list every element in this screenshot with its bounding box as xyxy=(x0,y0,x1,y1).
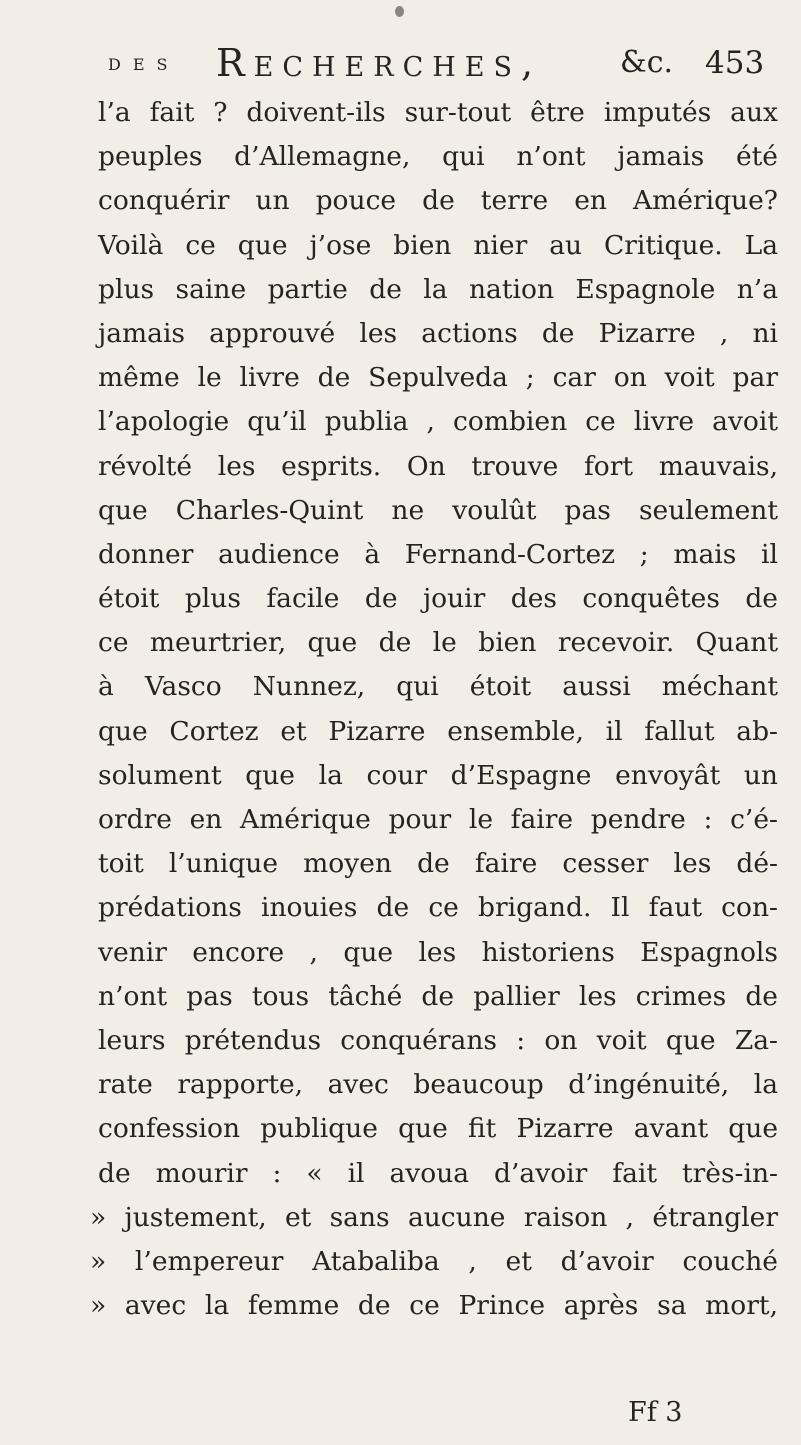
text-line: ordre en Amérique pour le faire pendre : c’é- xyxy=(98,804,778,835)
text-line: leurs prétendus conquérans : on voit que Za- xyxy=(98,1024,778,1056)
text-line: rate rapporte, avec beaucoup d’ingénuité, la xyxy=(98,1069,778,1101)
text-line: prédations inouies de ce brigand. Il faut con- xyxy=(98,892,778,924)
text-line: même le livre de Sepulveda ; car on voit par xyxy=(98,362,778,394)
text-line: que Cortez et Pizarre ensemble, il fallut ab- xyxy=(98,715,778,747)
signature-mark: Ff 3 xyxy=(628,1397,683,1428)
text-line: toit l’unique moyen de faire cesser les dé- xyxy=(98,848,778,880)
text-line: peuples d’Allemagne, qui n’ont jamais été xyxy=(98,141,778,173)
header-des: des xyxy=(108,50,180,76)
header-etc: &c. xyxy=(620,45,674,80)
text-line: étoit plus facile de jouir des conquêtes de xyxy=(98,583,778,615)
text-line: plus saine partie de la nation Espagnole n’a xyxy=(98,273,778,305)
text-line: ce meurtrier, que de le bien recevoir. Quant xyxy=(98,627,778,659)
text-line: que Charles-Quint ne voulût pas seulement xyxy=(98,494,778,526)
text-line: venir encore , que les historiens Espagnols xyxy=(98,936,778,968)
text-line: à Vasco Nunnez, qui étoit aussi méchant xyxy=(98,671,778,703)
running-header xyxy=(0,0,801,100)
body-text xyxy=(90,91,778,1328)
text-line: confession publique que fit Pizarre avant que xyxy=(98,1113,778,1145)
text-line: n’ont pas tous tâché de pallier les crimes de xyxy=(98,980,778,1012)
text-line: conquérir un pouce de terre en Amérique? xyxy=(98,185,778,217)
text-line: jamais approuvé les actions de Pizarre , ni xyxy=(98,317,778,349)
text-line: de mourir : « il avoua d’avoir fait très-in- xyxy=(98,1157,778,1189)
text-line: l’a fait ? doivent-ils sur-tout être imputés aux xyxy=(98,97,778,128)
text-line: l’apologie qu’il publia , combien ce livre avoit xyxy=(98,406,778,438)
text-line: Voilà ce que j’ose bien nier au Critique. La xyxy=(98,229,778,261)
text-line: donner audience à Fernand-Cortez ; mais il xyxy=(98,538,778,570)
text-line: » l’empereur Atabaliba , et d’avoir couché xyxy=(90,1245,778,1277)
page-number: 453 xyxy=(705,45,765,81)
text-line: solument que la cour d’Espagne envoyât un xyxy=(98,759,778,791)
text-line: révolté les esprits. On trouve fort mauvais, xyxy=(98,450,778,482)
header-recherches: Recherches, xyxy=(216,41,543,85)
text-line: » avec la femme de ce Prince après sa mort, xyxy=(90,1290,778,1322)
text-line: » justement, et sans aucune raison , étrangler xyxy=(90,1201,778,1233)
